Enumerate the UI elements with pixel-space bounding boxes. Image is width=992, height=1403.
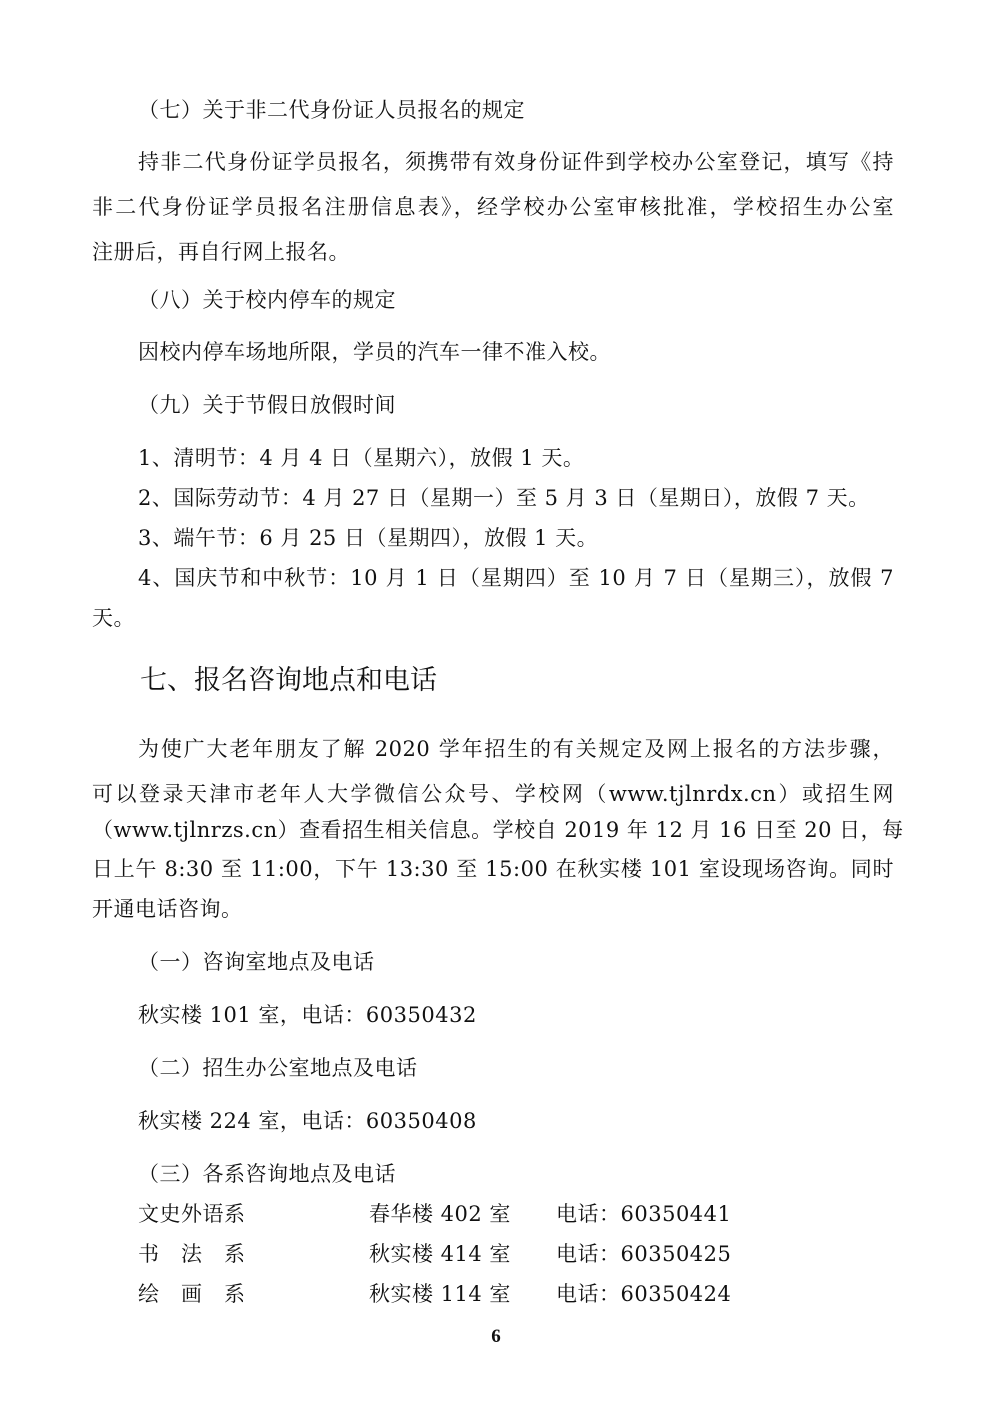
department-row	[0, 1200, 992, 1228]
chapter-7-title: 七、报名咨询地点和电话	[140, 665, 437, 696]
department-location: 秋实楼 414 室	[369, 1242, 511, 1266]
consult-room-heading: （一）咨询室地点及电话	[138, 950, 375, 974]
section-8-heading: （八）关于校内停车的规定	[138, 288, 396, 312]
intro-line-2: 可以登录天津市老年人大学微信公众号、学校网（www.tjlnrdx.cn）或招生网	[92, 782, 894, 806]
holiday-item-4-cont: 天。	[92, 606, 135, 630]
section-7-line-2: 非二代身份证学员报名注册信息表》，经学校办公室审核批准，学校招生办公室	[92, 195, 894, 219]
intro-line-3: （www.tjlnrzs.cn）查看招生相关信息。学校自 2019 年 12 月 16 日至 20 日，每	[92, 818, 904, 842]
holiday-item-4: 4、国庆节和中秋节：10 月 1 日（星期四）至 10 月 7 日（星期三），放假 7	[138, 566, 894, 590]
holiday-item-2: 2、国际劳动节：4 月 27 日（星期一）至 5 月 3 日（星期日），放假 7 天。	[138, 486, 870, 510]
page-number: 6	[491, 1326, 501, 1347]
intro-line-4: 日上午 8:30 至 11:00，下午 13:30 至 15:00 在秋实楼 101 室设现场咨询。同时	[92, 857, 894, 881]
section-7-line-1: 持非二代身份证学员报名，须携带有效身份证件到学校办公室登记，填写《持	[138, 150, 894, 174]
department-row	[0, 1280, 992, 1308]
section-9-heading: （九）关于节假日放假时间	[138, 393, 396, 417]
department-heading: （三）各系咨询地点及电话	[138, 1162, 396, 1186]
intro-line-5: 开通电话咨询。	[92, 897, 243, 921]
department-location: 秋实楼 114 室	[369, 1282, 511, 1306]
section-7-heading: （七）关于非二代身份证人员报名的规定	[138, 98, 525, 122]
admission-office-line: 秋实楼 224 室，电话：60350408	[138, 1109, 477, 1133]
admission-office-heading: （二）招生办公室地点及电话	[138, 1056, 418, 1080]
department-phone: 电话：60350424	[556, 1282, 732, 1306]
department-phone: 电话：60350441	[556, 1202, 732, 1226]
intro-line-1: 为使广大老年朋友了解 2020 学年招生的有关规定及网上报名的方法步骤，	[138, 737, 894, 761]
holiday-item-3: 3、端午节：6 月 25 日（星期四），放假 1 天。	[138, 526, 599, 550]
department-phone: 电话：60350425	[556, 1242, 732, 1266]
department-name: 文史外语系	[138, 1202, 246, 1226]
department-location: 春华楼 402 室	[369, 1202, 511, 1226]
department-row	[0, 1240, 992, 1268]
consult-room-line: 秋实楼 101 室，电话：60350432	[138, 1003, 477, 1027]
section-8-line: 因校内停车场地所限，学员的汽车一律不准入校。	[138, 340, 611, 364]
section-7-line-3: 注册后，再自行网上报名。	[92, 240, 350, 264]
department-name: 书 法 系	[138, 1242, 246, 1266]
department-name: 绘 画 系	[138, 1282, 246, 1306]
holiday-item-1: 1、清明节：4 月 4 日（星期六），放假 1 天。	[138, 446, 585, 470]
